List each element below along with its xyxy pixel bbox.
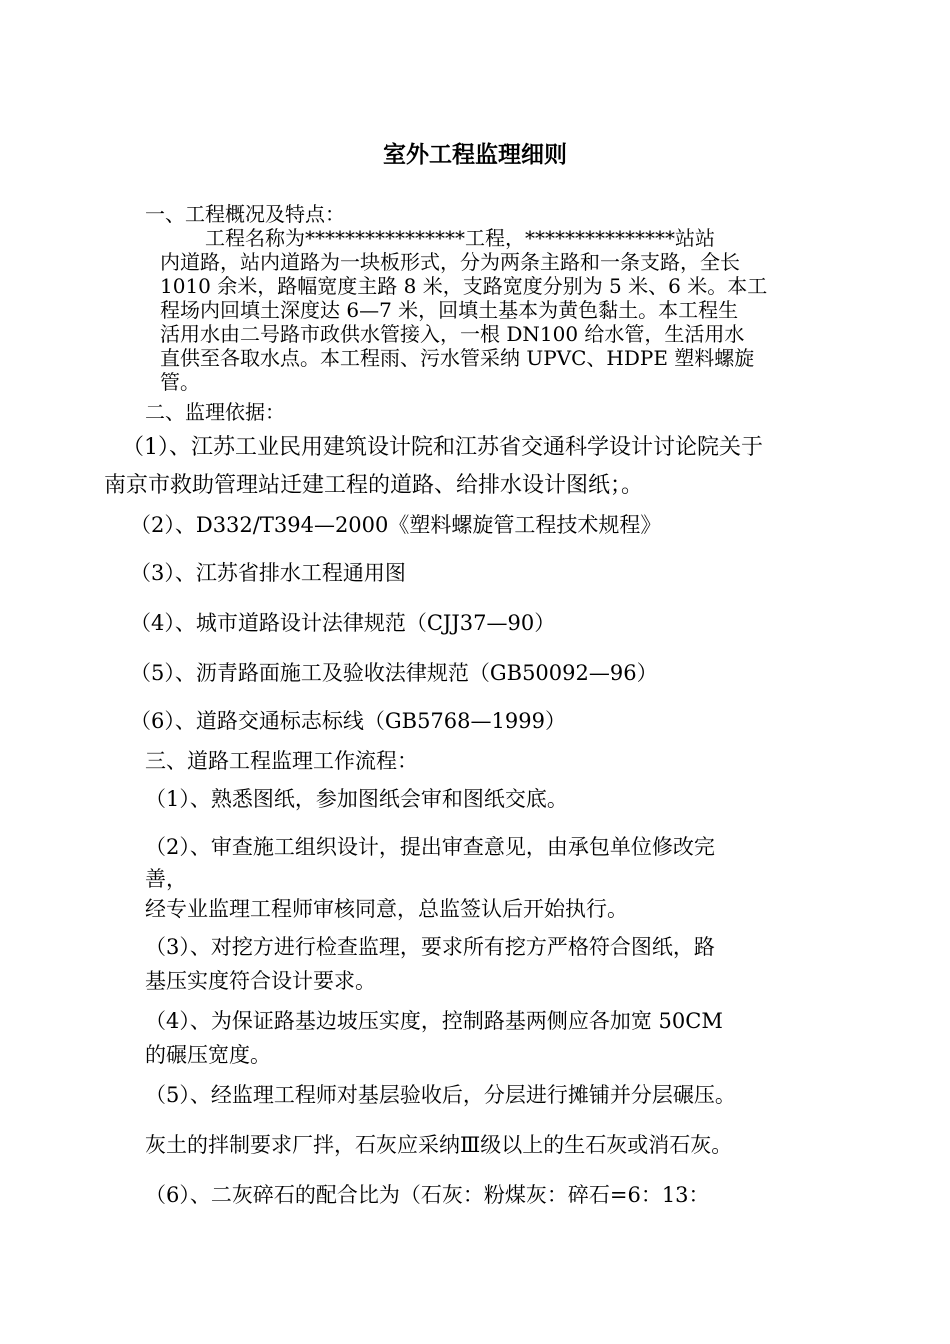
section-2-heading: 二、监理依据： [145,400,285,424]
workflow-item: （5）、经监理工程师对基层验收后，分层进行摊铺并分层碾压。 [145,1083,736,1107]
section-1-heading: 一、工程概况及特点： [145,202,345,226]
section-1-line: 程场内回填土深度达 6—7 米，回填土基本为黄色黏土。本工程生 [160,298,739,322]
section-3-heading: 三、道路工程监理工作流程： [145,749,418,773]
section-1-line: 内道路，站内道路为一块板形式，分为两条主路和一条支路，全长 [160,250,740,274]
workflow-item: 灰土的拌制要求厂拌，石灰应采纳Ⅲ级以上的生石灰或消石灰。 [145,1133,733,1157]
document-title: 室外工程监理细则 [383,141,567,168]
section-1-line: 管。 [160,370,200,394]
basis-item: （4）、城市道路设计法律规范（CJJ37—90） [130,611,556,635]
basis-item: （5）、沥青路面施工及验收法律规范（GB50092—96） [130,661,658,685]
workflow-item: （2）、审查施工组织设计，提出审查意见，由承包单位修改完 [145,835,715,859]
basis-item: 南京市救助管理站迁建工程的道路、给排水设计图纸；。 [104,473,644,498]
workflow-item: 善， [145,867,187,891]
basis-item: （6）、道路交通标志标线（GB5768—1999） [130,709,566,733]
workflow-item: （6）、二灰碎石的配合比为（石灰：粉煤灰：碎石=6：13： [145,1183,710,1207]
workflow-item: 经专业监理工程师审核同意，总监签认后开始执行。 [145,897,628,921]
section-1-line: 工程名称为****************工程，***************站站 [205,226,715,250]
basis-item: （1）、江苏工业民用建筑设计院和江苏省交通科学设计讨论院关于 [122,435,763,460]
workflow-item: （1）、熟悉图纸，参加图纸会审和图纸交底。 [145,787,568,811]
workflow-item: （3）、对挖方进行检查监理，要求所有挖方严格符合图纸，路 [145,935,715,959]
workflow-item: 基压实度符合设计要求。 [145,969,376,993]
basis-item: （3）、江苏省排水工程通用图 [130,561,406,585]
section-1-line: 直供至各取水点。本工程雨、污水管采纳 UPVC、HDPE 塑料螺旋 [160,346,755,370]
section-1-line: 1010 余米，路幅宽度主路 8 米，支路宽度分别为 5 米、6 米。本工 [160,274,768,298]
workflow-item: 的碾压宽度。 [145,1043,271,1067]
workflow-item: （4）、为保证路基边坡压实度，控制路基两侧应各加宽 50CM [145,1009,723,1033]
basis-item: （2）、D332/T394—2000《塑料螺旋管工程技术规程》 [130,513,662,537]
section-1-line: 活用水由二号路市政供水管接入，一根 DN100 给水管，生活用水 [160,322,745,346]
